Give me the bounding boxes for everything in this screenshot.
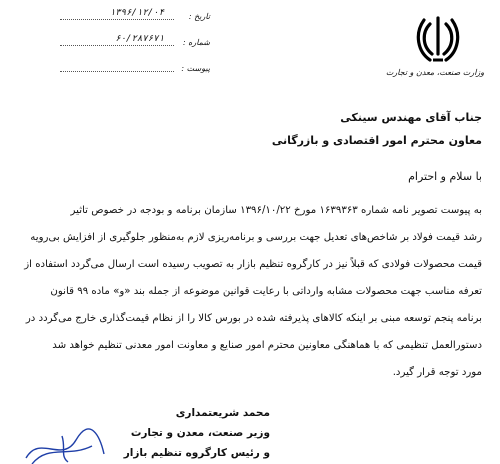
letter-body bbox=[14, 197, 482, 386]
signer-title-2: و رئیس کارگروه تنظیم بازار bbox=[123, 447, 270, 459]
number-label: شماره : bbox=[182, 38, 210, 47]
number-value: ۶۰/۲۸۷۶۷۱ bbox=[115, 34, 164, 44]
iran-emblem-icon bbox=[416, 14, 460, 64]
greeting: با سلام و احترام bbox=[408, 170, 482, 183]
date-dots bbox=[60, 19, 174, 20]
body-line: دستورالعمل تنظیمی که با هماهنگی معاونین محترم امور صنایع و معاونت امور معدنی تنظیم خواهد شد bbox=[52, 340, 482, 351]
date-value: ۱۳۹۶/۱۲/۰۴ bbox=[109, 8, 164, 18]
attachment-label: پیوست : bbox=[181, 64, 210, 73]
ministry-name: وزارت صنعت، معدن و تجارت bbox=[385, 68, 485, 77]
attachment-dots bbox=[60, 71, 174, 72]
body-line: قیمت محصولات فولادی که قبلاً نیز در کارگروه تنظیم بازار به تصویب رسیده است ارسال می‌گردد استفاده از bbox=[24, 259, 482, 270]
official-stamp-icon bbox=[22, 428, 108, 464]
signature-block bbox=[100, 403, 270, 463]
body-line: مورد توجه قرار گیرد. bbox=[392, 367, 482, 378]
signer-name: محمد شریعتمداری bbox=[175, 407, 270, 419]
date-label: تاریخ : bbox=[188, 12, 210, 21]
number-dots bbox=[60, 45, 174, 46]
signer-title: وزیر صنعت، معدن و تجارت bbox=[130, 427, 270, 439]
number-row bbox=[60, 36, 210, 62]
recipient-block bbox=[272, 111, 482, 157]
recipient-name: جناب آقای مهندس سینکی bbox=[340, 111, 482, 124]
attachment-row bbox=[60, 62, 210, 88]
body-line: برنامه پنجم توسعه مبنی بر اینکه کالاهای پذیرفته شده در بورس کالا را از نظام قیمت‌گذاری خارج می‌گردد در bbox=[25, 313, 482, 324]
letter-metadata bbox=[60, 10, 210, 88]
body-line: به پیوست تصویر نامه شماره ۱۶۳۹۳۶۳ مورخ ۱۳۹۶/۱۰/۲۲ سازمان برنامه و بودجه در خصوص تاثیر bbox=[70, 205, 482, 216]
recipient-title: معاون محترم امور اقتصادی و بازرگانی bbox=[271, 134, 482, 147]
date-row bbox=[60, 10, 210, 36]
body-line: تعرفه مناسب جهت محصولات مشابه وارداتی با رعایت قوانین موضوعه از جمله بند «و» ماده ۹۹ قانون bbox=[50, 286, 482, 297]
body-line: رشد قیمت فولاد بر شاخص‌های تعدیل جهت بررسی و برنامه‌ریزی لازم به‌منظور جلوگیری از افزایش بی‌رویه bbox=[30, 232, 482, 243]
